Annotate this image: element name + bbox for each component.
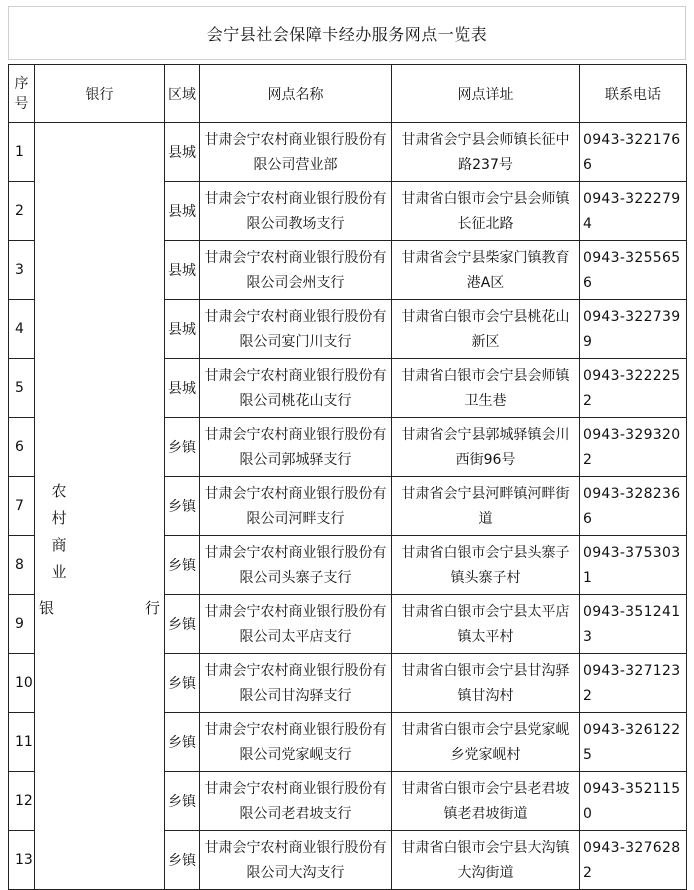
header-no: 序 号 [9,65,35,123]
header-area: 区域 [165,65,200,123]
row-number: 5 [9,359,35,418]
row-number: 11 [9,713,35,772]
area-cell: 乡镇 [165,536,200,595]
row-number: 3 [9,241,35,300]
row-number: 6 [9,418,35,477]
row-number: 1 [9,123,35,182]
address-cell: 甘肃省白银市会宁县头寨子镇头寨子村 [392,536,580,595]
row-number: 10 [9,654,35,713]
header-name: 网点名称 [200,65,392,123]
branch-table [8,64,687,890]
phone-cell: 0943-3227399 [580,300,687,359]
area-cell: 县城 [165,300,200,359]
row-number: 4 [9,300,35,359]
phone-cell: 0943-3261225 [580,713,687,772]
address-cell: 甘肃省会宁县河畔镇河畔街道 [392,477,580,536]
branch-name-cell: 甘肃会宁农村商业银行股份有限公司会州支行 [200,241,392,300]
branch-name-cell: 甘肃会宁农村商业银行股份有限公司教场支行 [200,182,392,241]
address-cell: 甘肃省白银市会宁县桃花山新区 [392,300,580,359]
bank-char: 农 [51,482,67,500]
bank-char: 行 [144,599,160,617]
area-cell: 县城 [165,182,200,241]
branch-name-cell: 甘肃会宁农村商业银行股份有限公司营业部 [200,123,392,182]
branch-name-cell: 甘肃会宁农村商业银行股份有限公司头寨子支行 [200,536,392,595]
header-bank: 银行 [35,65,165,123]
area-cell: 乡镇 [165,831,200,890]
phone-cell: 0943-3222794 [580,182,687,241]
address-cell: 甘肃省白银市会宁县会师镇卫生巷 [392,359,580,418]
phone-cell: 0943-3255656 [580,241,687,300]
branch-name-cell: 甘肃会宁农村商业银行股份有限公司河畔支行 [200,477,392,536]
branch-name-cell: 甘肃会宁农村商业银行股份有限公司党家岘支行 [200,713,392,772]
area-cell: 乡镇 [165,418,200,477]
bank-char: 银 [39,599,55,617]
bank-name-vertical [49,478,69,586]
header-address: 网点详址 [392,65,580,123]
address-cell: 甘肃省会宁县柴家门镇教育港A区 [392,241,580,300]
area-cell: 县城 [165,241,200,300]
branch-name-cell: 甘肃会宁农村商业银行股份有限公司大沟支行 [200,831,392,890]
branch-name-cell: 甘肃会宁农村商业银行股份有限公司老君坡支行 [200,772,392,831]
address-cell: 甘肃省会宁县郭城驿镇会川西街96号 [392,418,580,477]
header-phone: 联系电话 [580,65,687,123]
row-number: 8 [9,536,35,595]
address-cell: 甘肃省白银市会宁县太平店镇太平村 [392,595,580,654]
bank-char: 业 [51,563,67,581]
phone-cell: 0943-3282366 [580,477,687,536]
bank-cell [35,123,165,890]
address-cell: 甘肃省白银市会宁县甘沟驿镇甘沟村 [392,654,580,713]
table-row [9,123,687,182]
phone-cell: 0943-3512413 [580,595,687,654]
area-cell: 乡镇 [165,713,200,772]
branch-name-cell: 甘肃会宁农村商业银行股份有限公司郭城驿支行 [200,418,392,477]
branch-name-cell: 甘肃会宁农村商业银行股份有限公司桃花山支行 [200,359,392,418]
address-cell: 甘肃省白银市会宁县党家岘乡党家岘村 [392,713,580,772]
phone-cell: 0943-3222252 [580,359,687,418]
phone-cell: 0943-3293202 [580,418,687,477]
row-number: 2 [9,182,35,241]
row-number: 9 [9,595,35,654]
bank-char: 村 [51,509,67,527]
area-cell: 乡镇 [165,772,200,831]
page-title: 会宁县社会保障卡经办服务网点一览表 [8,6,686,60]
header-row [9,65,687,123]
area-cell: 乡镇 [165,595,200,654]
branch-name-cell: 甘肃会宁农村商业银行股份有限公司宴门川支行 [200,300,392,359]
phone-cell: 0943-3521150 [580,772,687,831]
row-number: 12 [9,772,35,831]
area-cell: 乡镇 [165,654,200,713]
phone-cell: 0943-3221766 [580,123,687,182]
bank-char: 商 [51,536,67,554]
branch-name-cell: 甘肃会宁农村商业银行股份有限公司甘沟驿支行 [200,654,392,713]
row-number: 13 [9,831,35,890]
address-cell: 甘肃省白银市会宁县老君坡镇老君坡街道 [392,772,580,831]
row-number: 7 [9,477,35,536]
phone-cell: 0943-3276282 [580,831,687,890]
branch-name-cell: 甘肃会宁农村商业银行股份有限公司太平店支行 [200,595,392,654]
area-cell: 县城 [165,359,200,418]
bank-name-tail [35,597,164,618]
address-cell: 甘肃省会宁县会师镇长征中路237号 [392,123,580,182]
address-cell: 甘肃省白银市会宁县大沟镇大沟街道 [392,831,580,890]
phone-cell: 0943-3271232 [580,654,687,713]
area-cell: 乡镇 [165,477,200,536]
address-cell: 甘肃省白银市会宁县会师镇长征北路 [392,182,580,241]
phone-cell: 0943-3753031 [580,536,687,595]
area-cell: 县城 [165,123,200,182]
